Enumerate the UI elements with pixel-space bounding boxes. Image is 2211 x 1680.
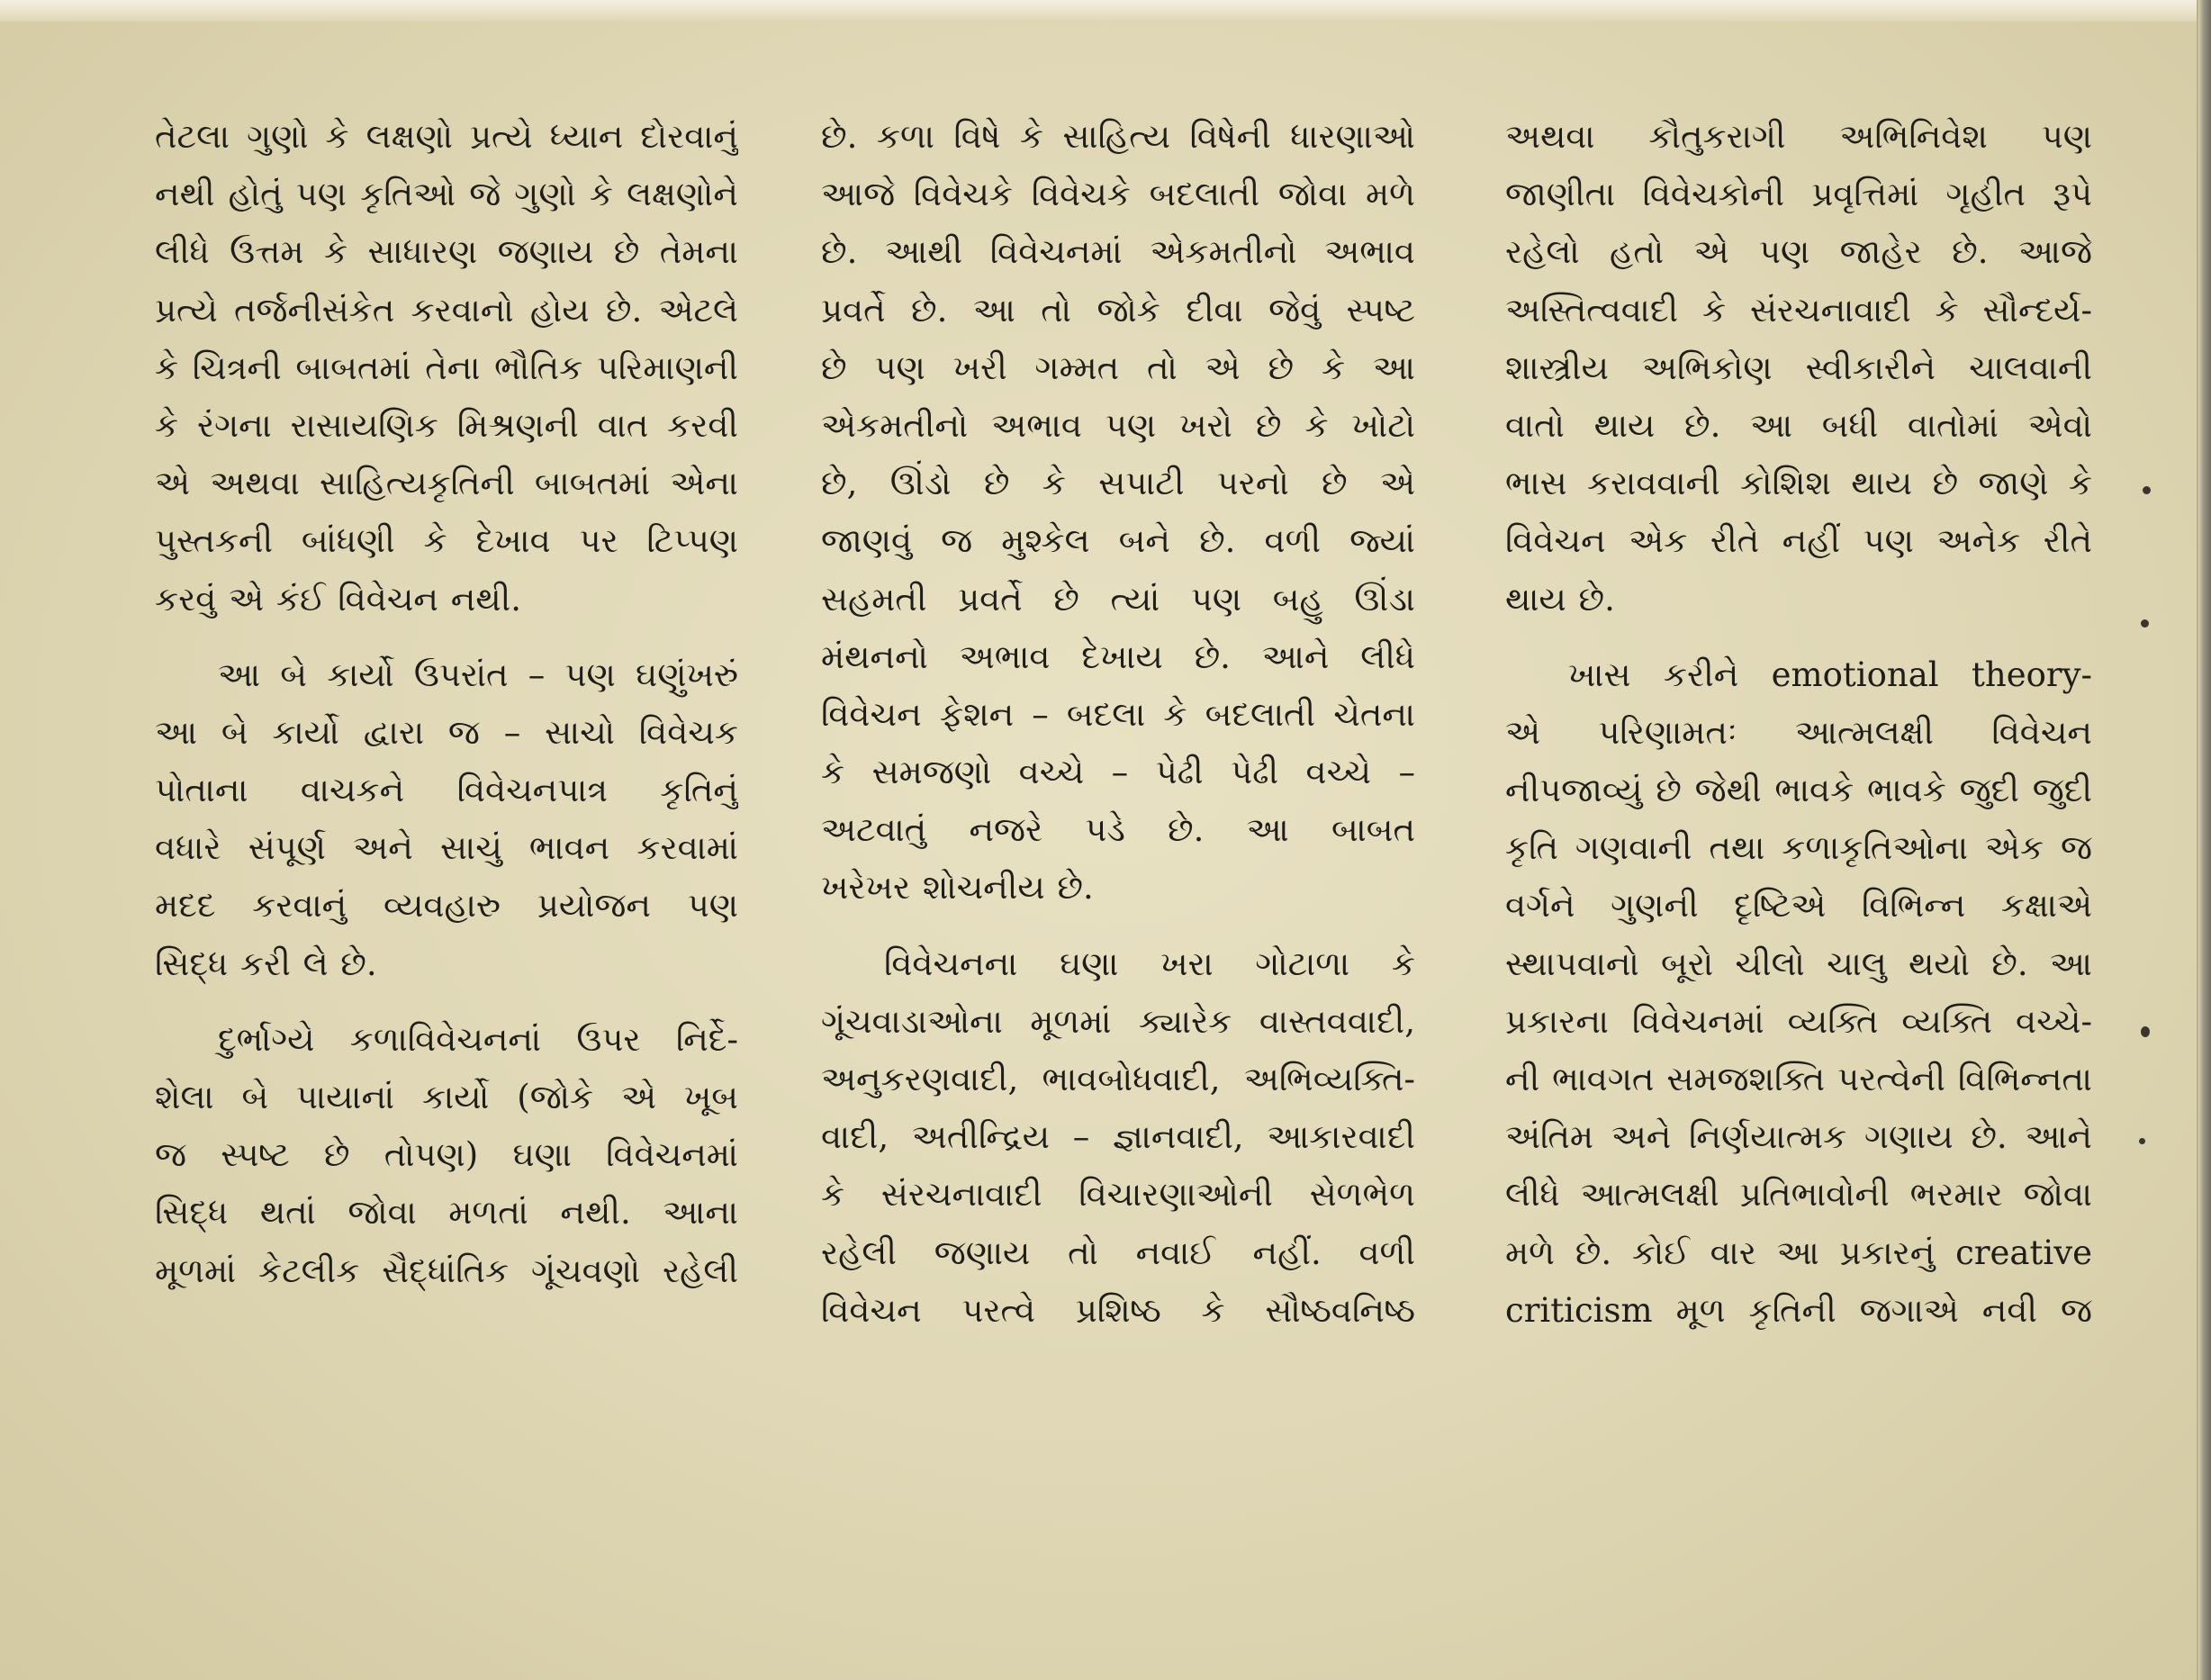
- text-line: જાણવું જ મુશ્કેલ બને છે. વળી જ્યાં: [821, 521, 1415, 561]
- text-column-2: [821, 108, 1415, 1340]
- text-line: છે. કળા વિષે કે સાહિત્ય વિષેની ધારણાઓ: [821, 117, 1415, 156]
- text-line: કે ચિત્રની બાબતમાં તેના ભૌતિક પરિમાણની: [155, 348, 738, 387]
- text-line: છે, ઊંડો છે કે સપાટી પરનો છે એ: [821, 464, 1415, 503]
- text-line: અસ્તિત્વવાદી કે સંરચનાવાદી કે સૌન્દર્ય-: [1505, 290, 2092, 330]
- paragraph-start: વિવેચનના ઘણા ખરા ગોટાળા કે: [884, 944, 1415, 983]
- margin-mark: [2141, 1026, 2150, 1037]
- paragraph-start: દુર્ભાગ્યે કળાવિવેચનનાં ઉપર નિર્દે-: [218, 1019, 738, 1059]
- paragraph-start: ખાસ કરીને emotional theory-: [1568, 655, 2092, 694]
- text-line: એ પરિણામતઃ આત્મલક્ષી વિવેચન: [1505, 712, 2092, 752]
- text-line: વધારે સંપૂર્ણ અને સાચું ભાવન કરવામાં: [155, 828, 738, 868]
- text-line: કે સમજણો વચ્ચે – પેઢી પેઢી વચ્ચે –: [821, 753, 1415, 792]
- page-right-edge: [2198, 0, 2211, 1680]
- text-line: અનુકરણવાદી, ભાવબોધવાદી, અભિવ્યક્તિ-: [821, 1060, 1415, 1098]
- text-line: સ્થાપવાનો બૂરો ચીલો ચાલુ થયો છે. આ: [1505, 944, 2092, 983]
- text-line: પ્રકારના વિવેચનમાં વ્યક્તિ વ્યક્તિ વચ્ચે-: [1505, 1001, 2092, 1041]
- text-line: મૂળમાં કેટલીક સૈદ્ધાંતિક ગૂંચવણો રહેલી: [155, 1251, 738, 1290]
- text-line: વર્ગને ગુણની દૃષ્ટિએ વિભિન્ન કક્ષાએ: [1505, 886, 2092, 926]
- margin-mark: [2141, 619, 2149, 628]
- text-column-3: [1505, 108, 2092, 1340]
- text-line: કે રંગના રાસાયણિક મિશ્રણની વાત કરવી: [155, 405, 738, 445]
- text-line: આજે વિવેચકે વિવેચકે બદલાતી જોવા મળે: [821, 175, 1415, 214]
- text-line: વિવેચન એક રીતે નહીં પણ અનેક રીતે: [1505, 521, 2092, 561]
- text-line: રહેલો હતો એ પણ જાહેર છે. આજે: [1505, 232, 2092, 272]
- text-line: અંતિમ અને નિર્ણયાત્મક ગણાય છે. આને: [1505, 1117, 2092, 1157]
- text-line: ભાસ કરાવવાની કોશિશ થાય છે જાણે કે: [1505, 464, 2092, 503]
- text-line: મંથનનો અભાવ દેખાય છે. આને લીધે: [821, 637, 1415, 676]
- text-line: સહમતી પ્રવર્તે છે ત્યાં પણ બહુ ઊંડા: [821, 579, 1415, 619]
- text-line: આ બે કાર્યો દ્વારા જ – સાચો વિવેચક: [155, 712, 738, 752]
- text-line: રહેલી જણાય તો નવાઈ નહીં. વળી: [821, 1233, 1415, 1272]
- text-line: મળે છે. કોઈ વાર આ પ્રકારનું creative: [1505, 1233, 2092, 1272]
- text-line: વિવેચન ફેશન – બદલા કે બદલાતી ચેતના: [821, 694, 1415, 734]
- text-line: કૃતિ ગણવાની તથા કળાકૃતિઓના એક જ: [1505, 828, 2092, 868]
- text-line: પુસ્તકની બાંધણી કે દેખાવ પર ટિપ્પણ: [155, 521, 738, 561]
- text-line: પ્રવર્તે છે. આ તો જોકે દીવા જેવું સ્પષ્ટ: [821, 290, 1415, 330]
- text-line: જાણીતા વિવેચકોની પ્રવૃત્તિમાં ગૃહીત રૂપે: [1505, 175, 2092, 214]
- text-line: કે સંરચનાવાદી વિચારણાઓની સેળભેળ: [821, 1175, 1415, 1215]
- page-top-edge: [0, 0, 2211, 22]
- text-line: ની ભાવગત સમજશક્તિ પરત્વેની વિભિન્નતા: [1505, 1060, 2092, 1098]
- text-line: વાતો થાય છે. આ બધી વાતોમાં એવો: [1505, 405, 2092, 445]
- text-line: છે. આથી વિવેચનમાં એકમતીનો અભાવ: [821, 232, 1415, 272]
- text-line: થાય છે.: [1505, 579, 1615, 619]
- text-line: લીધે ઉત્તમ કે સાધારણ જણાય છે તેમના: [155, 232, 738, 272]
- text-line: એકમતીનો અભાવ પણ ખરો છે કે ખોટો: [821, 405, 1415, 445]
- text-line: મદદ કરવાનું વ્યવહારુ પ્રયોજન પણ: [155, 886, 738, 926]
- text-line: વાદી, અતીન્દ્રિય – જ્ઞાનવાદી, આકારવાદી: [821, 1117, 1415, 1157]
- text-line: શેલા બે પાયાનાં કાર્યો (જોકે એ ખૂબ: [155, 1078, 738, 1116]
- text-line: શાસ્ત્રીય અભિકોણ સ્વીકારીને ચાલવાની: [1505, 348, 2092, 387]
- text-line: તેટલા ગુણો કે લક્ષણો પ્રત્યે ધ્યાન દોરવાનું: [155, 117, 738, 156]
- text-line: લીધે આત્મલક્ષી પ્રતિભાવોની ભરમાર જોવા: [1505, 1175, 2092, 1215]
- text-line: અટવાતું નજરે પડે છે. આ બાબત: [821, 810, 1415, 850]
- text-line: નીપજાવ્યું છે જેથી ભાવકે ભાવકે જુદી જુદી: [1505, 771, 2092, 810]
- text-line: સિદ્ધ કરી લે છે.: [155, 944, 377, 983]
- margin-mark: [2139, 1138, 2145, 1144]
- text-line: પોતાના વાચકને વિવેચનપાત્ર કૃતિનું: [155, 771, 738, 810]
- text-line: અથવા કૌતુકરાગી અભિનિવેશ પણ: [1505, 117, 2092, 156]
- text-line: સિદ્ધ થતાં જોવા મળતાં નથી. આના: [155, 1193, 738, 1233]
- text-line: છે પણ ખરી ગમ્મત તો એ છે કે આ: [821, 348, 1415, 387]
- text-line: કરવું એ કંઈ વિવેચન નથી.: [155, 579, 521, 619]
- text-line: જ સ્પષ્ટ છે તોપણ) ઘણા વિવેચનમાં: [155, 1135, 738, 1175]
- text-column-1: [155, 108, 738, 1300]
- text-line: વિવેચન પરત્વે પ્રશિષ્ઠ કે સૌષ્ઠવનિષ્ઠ: [821, 1290, 1415, 1330]
- text-line: એ અથવા સાહિત્યકૃતિની બાબતમાં એના: [155, 464, 738, 503]
- margin-mark: [2143, 486, 2151, 494]
- text-line: ગૂંચવાડાઓના મૂળમાં ક્યારેક વાસ્તવવાદી,: [821, 1001, 1415, 1041]
- text-line: criticism મૂળ કૃતિની જગાએ નવી જ: [1505, 1290, 2092, 1330]
- text-line: પ્રત્યે તર્જનીસંકેત કરવાનો હોય છે. એટલે: [155, 290, 738, 330]
- text-line: ખરેખર શોચનીય છે.: [821, 868, 1094, 908]
- text-line: નથી હોતું પણ કૃતિઓ જે ગુણો કે લક્ષણોને: [155, 175, 738, 214]
- paragraph-start: આ બે કાર્યો ઉપરાંત – પણ ઘણુંખરું: [218, 655, 738, 694]
